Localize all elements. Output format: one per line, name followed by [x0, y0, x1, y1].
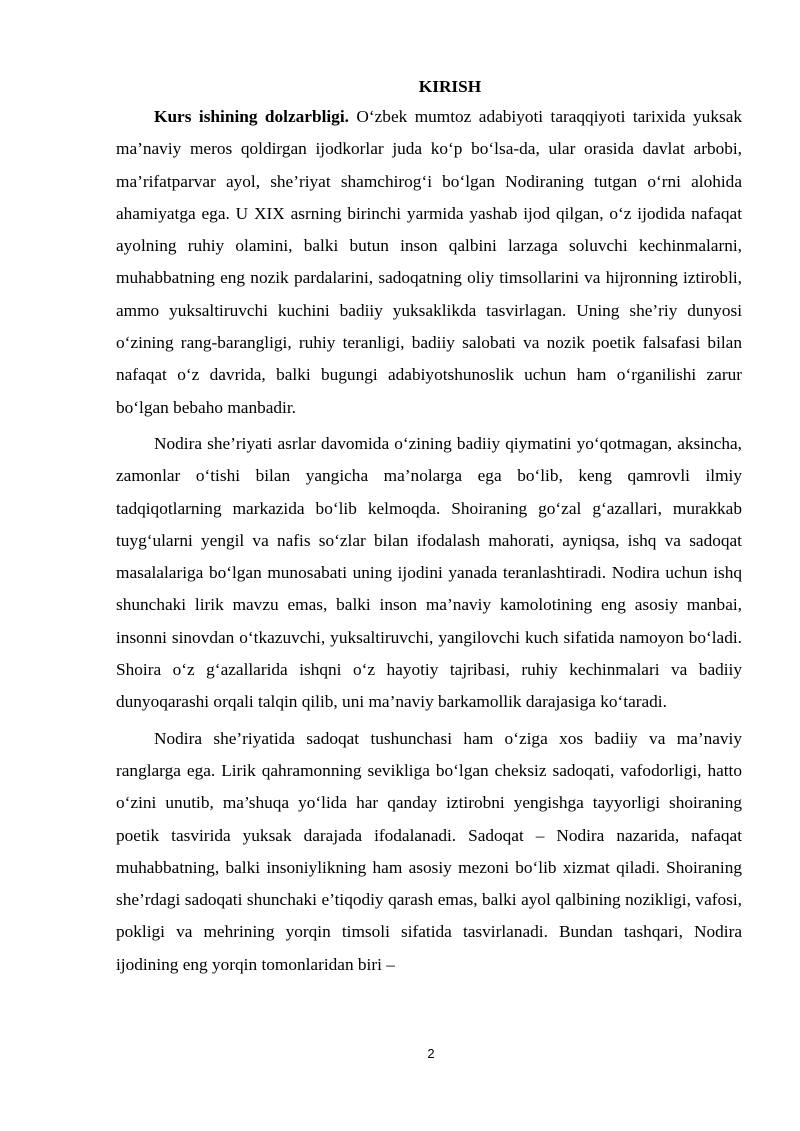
paragraph-poetry-value: Nodira she’riyati asrlar davomida o‘zining badiiy qiymatini yo‘qotmagan, aksincha, zamonlar o‘tishi bilan yangicha ma’nolarga ega bo‘lib, keng qamrovli ilmiy tadqiqotlarning markazida bo‘lib kelmoqda. Shoiraning go‘zal g‘azallari, murakkab tuyg‘ularni yengil va nafis so‘zlar bilan ifodalash mahorati, ayniqsa, ishq va sadoqat masalalariga bo‘lgan munosabati uning ijodini yanada teranlashtiradi. Nodira uchun ishq shunchaki lirik mavzu emas, balki inson ma’naviy kamolotining eng asosiy manbai, insonni sinovdan o‘tkazuvchi, yuksaltiruvchi, yangilovchi kuch sifatida namoyon bo‘ladi. Shoira o‘z g‘azallarida ishqni o‘z hayotiy tajribasi, ruhiy kechinmalari va badiiy dunyoqarashi orqali talqin qilib, uni ma’naviy barkamollik darajasiga ko‘taradi. — [116, 433, 742, 712]
page-content — [116, 74, 742, 985]
paragraph-loyalty: Nodira she’riyatida sadoqat tushunchasi ham o‘ziga xos badiiy va ma’naviy ranglarga ega. Lirik qahramonning sevikliga bo‘lgan cheksiz sadoqati, vafodorligi, hatto o‘zini unutib, ma’shuqa yo‘lida har qanday iztirobni yengishga tayyorligi shoiraning poetik tasvirida yuksak darajada ifodalanadi. Sadoqat – Nodira nazarida, nafaqat muhabbatning, balki insoniylikning ham asosiy mezoni bo‘lib xizmat qiladi. Shoiraning she’rdagi sadoqati shunchaki e’tiqodiy qarash emas, balki ayol qalbining nozikligi, vafosi, pokligi va mehrining yorqin timsoli sifatida tasvirlanadi. Bundan tashqari, Nodira ijodining eng yorqin tomonlaridan biri – — [116, 728, 742, 974]
paragraph-lead: Kurs ishining dolzarbligi. — [154, 107, 349, 126]
paragraph-text: O‘zbek mumtoz adabiyoti taraqqiyoti tarixida yuksak ma’naviy meros qoldirgan ijodkorlar juda ko‘p bo‘lsa-da, ular orasida davlat arbobi, ma’rifatparvar ayol, she’riyat shamchirog‘i bo‘lgan Nodiraning tutgan o‘rni alohida ahamiyatga ega. U XIX asrning birinchi yarmida yashab ijod qilgan, o‘z ijodida nafaqat ayolning ruhiy olamini, balki butun inson qalbini larzaga soluvchi kechinmalarni, muhabbatning eng nozik pardalarini, sadoqatning oliy timsollarini va hijronning iztirobli, ammo yuksaltiruvchi kuchini badiiy yuksaklikda tasvirlagan. Uning she’riy dunyosi o‘zining rang-barangligi, ruhiy teranligi, badiiy salobati va nozik poetik falsafasi bilan nafaqat o‘z davrida, balki bugungi adabiyotshunoslik uchun ham o‘rganilishi zarur bo‘lgan bebaho manbadir. — [116, 107, 743, 417]
section-heading: KIRISH — [418, 77, 482, 96]
page-number: 2 — [427, 1046, 435, 1061]
paragraph-relevance — [116, 101, 742, 424]
